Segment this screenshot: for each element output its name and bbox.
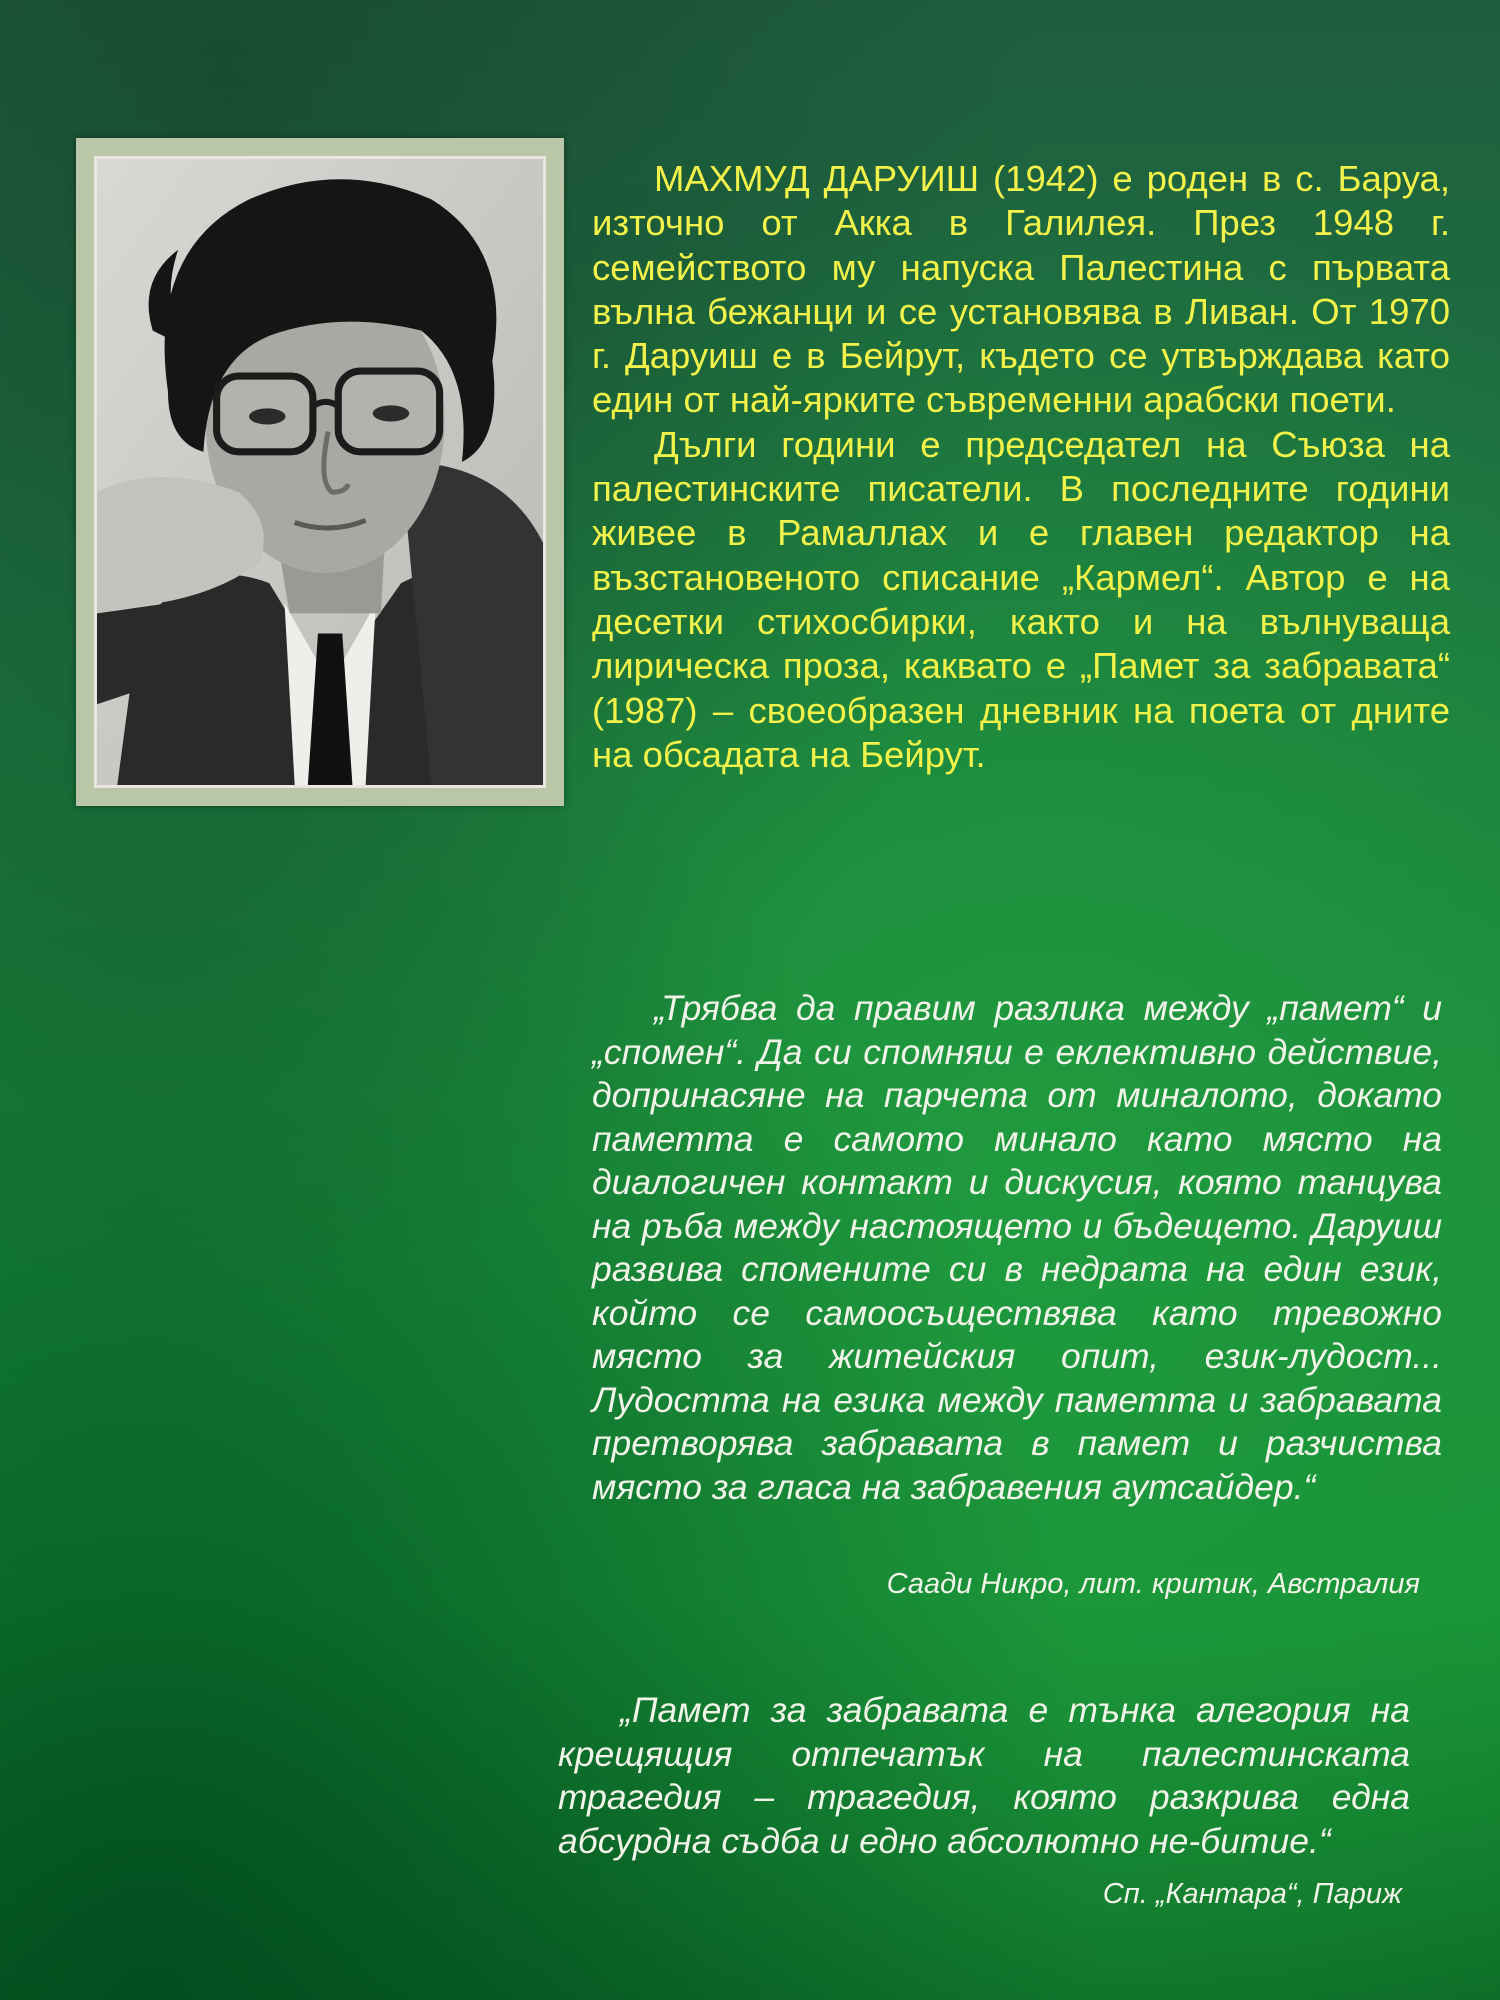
quote-2-attribution: Сп. „Кантара“, Париж [1102, 1878, 1402, 1910]
biography [592, 157, 1450, 777]
portrait-photo-icon [97, 159, 543, 785]
quote-2-text: „Памет за забравата е тънка алегория на крещящия отпечатък на палестинската трагедия – трагедия, която разкрива една абсурдна съдба и едно абсолютно не-битие.“ [558, 1690, 1410, 1861]
author-photo [94, 156, 546, 788]
biography-paragraph-2: Дълги години е председател на Съюза на палестинските писатели. В последните години живее в Рамаллах и е главен редактор на възстановеното списание „Кармел“. Автор е на десетки стихосбирки, както и на вълнуваща лирическа проза, каквато е „Памет за забравата“ (1987) – своеобразен дневник на поета от дните на обсадата на Бейрут. [592, 423, 1450, 775]
biography-paragraph-1: МАХМУД ДАРУИШ (1942) е роден в с. Баруа, източно от Акка в Галилея. През 1948 г. семейството му напуска Палестина с първата вълна бежанци и се установява в Ливан. От 1970 г. Даруиш е в Бейрут, където се утвърждава като един от най-ярките съвременни арабски поети. [592, 158, 1450, 421]
quote-1-attribution: Саади Никро, лит. критик, Австралия [886, 1568, 1420, 1600]
quote-1-text: „Трябва да правим разлика между „памет“ и „спомен“. Да си спомняш е еклективно действие, допринасяне на парчета от миналото, докато паметта е самото минало като място на диалогичен контакт и дискусия, която танцува на ръба между настоящето и бъдещето. Даруиш развива спомените си в недрата на един език, който се самоосъществява като тревожно място за житейския опит, език-лудост... Лудостта на езика между паметта и забравата претворява забравата в памет и разчиства място за гласа на забравения аутсайдер.“ [592, 988, 1442, 1507]
author-photo-frame [76, 138, 564, 806]
